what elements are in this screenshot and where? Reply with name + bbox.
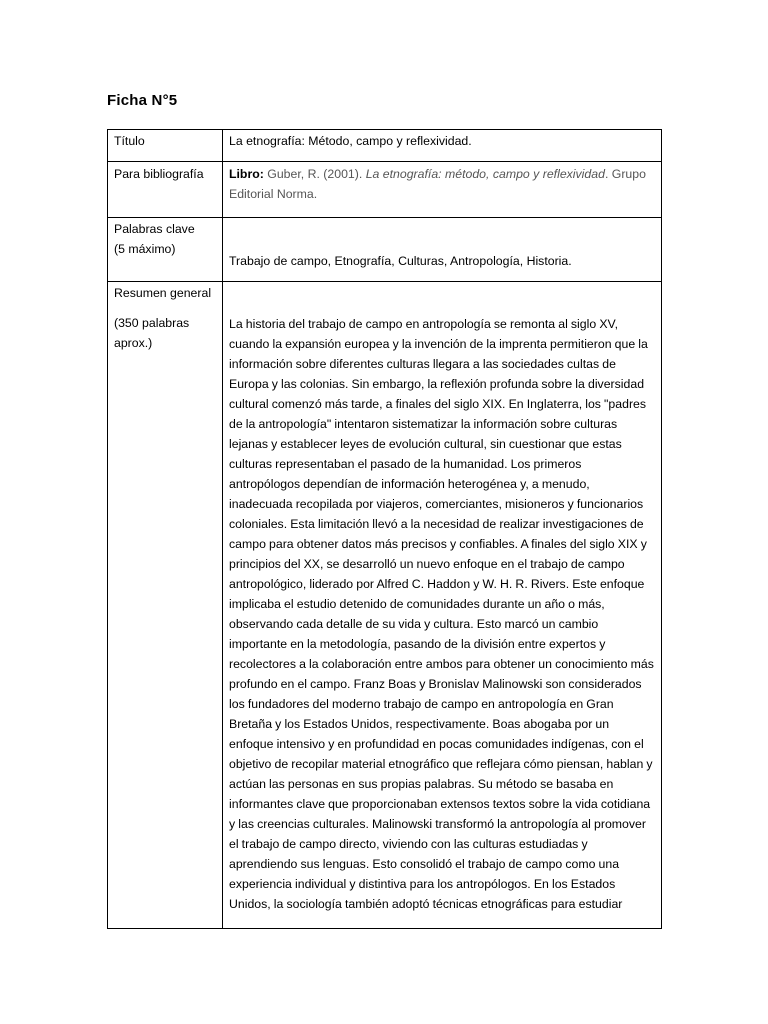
bibliografia-type: Libro: [229, 167, 264, 181]
table-row [108, 162, 662, 218]
bibliografia-label: Para bibliografía [108, 162, 223, 218]
titulo-value: La etnografía: Método, campo y reflexividad. [223, 130, 662, 162]
bibliografia-title: La etnografía: método, campo y reflexividad [365, 167, 605, 181]
resumen-cell [108, 282, 223, 929]
bibliografia-publisher: . Grupo Editorial Norma. [229, 167, 646, 201]
palabras-clave-sublabel: (5 máximo) [114, 242, 176, 256]
palabras-clave-cell [108, 218, 223, 282]
resumen-label: Resumen general [114, 286, 212, 300]
bibliografia-author: Guber, R. (2001). [263, 167, 366, 181]
table-row [108, 130, 662, 162]
bibliografia-value [223, 162, 662, 218]
resumen-value: La historia del trabajo de campo en antropología se remonta al siglo XV, cuando la expansión europea y la invención de la imprenta permitieron que la información sobre diferentes culturas llegara a las sociedades cultas de Europa y las colonias. Sin embargo, la reflexión profunda sobre la diversidad cultural comenzó más tarde, a finales del siglo XIX. En Inglaterra, los "padres de la antropología" intentaron sistematizar la información sobre culturas lejanas y establecer leyes de evolución cultural, sin cuestionar que estas culturas representaban el pasado de la humanidad. Los primeros antropólogos dependían de información heterogénea y, a menudo, inadecuada recopilada por viajeros, comerciantes, misioneros y funcionarios coloniales. Esta limitación llevó a la necesidad de realizar investigaciones de campo para obtener datos más precisos y confiables. A finales del siglo XIX y principios del XX, se desarrolló un nuevo enfoque en el trabajo de campo antropológico, liderado por Alfred C. Haddon y W. H. R. Rivers. Este enfoque implicaba el estudio detenido de comunidades durante un año o más, observando cada detalle de su vida y cultura. Esto marcó un cambio importante en la metodología, pasando de la división entre expertos y recolectores a la colaboración entre ambos para obtener un conocimiento más profundo en el campo. Franz Boas y Bronislav Malinowski son considerados los fundadores del moderno trabajo de campo en antropología en Gran Bretaña y los Estados Unidos, respectivamente. Boas abogaba por un enfoque intensivo y en profundidad en pocas comunidades indígenas, con el objetivo de recopilar material etnográfico que reflejara cómo piensan, hablan y actúan las personas en sus propias palabras. Su método se basaba en informantes clave que proporcionaban extensos textos sobre la vida cotidiana y las creencias culturales. Malinowski transformó la antropología al promover el trabajo de campo directo, viviendo con las culturas estudiadas y aprendiendo sus lenguas. Esto consolidó el trabajo de campo como una experiencia individual y distintiva para los antropólogos. En los Estados Unidos, la sociología también adoptó técnicas etnográficas para estudiar [229, 317, 654, 911]
page-title: Ficha N°5 [107, 92, 178, 109]
table-row [108, 282, 662, 929]
palabras-clave-value-cell [223, 218, 662, 282]
palabras-clave-label: Palabras clave [114, 222, 195, 236]
ficha-table [107, 129, 662, 929]
titulo-label: Título [108, 130, 223, 162]
resumen-sublabel: (350 palabras aprox.) [114, 316, 190, 350]
table-row [108, 218, 662, 282]
palabras-clave-value: Trabajo de campo, Etnografía, Culturas, Antropología, Historia. [229, 254, 572, 268]
resumen-value-cell [223, 282, 662, 929]
